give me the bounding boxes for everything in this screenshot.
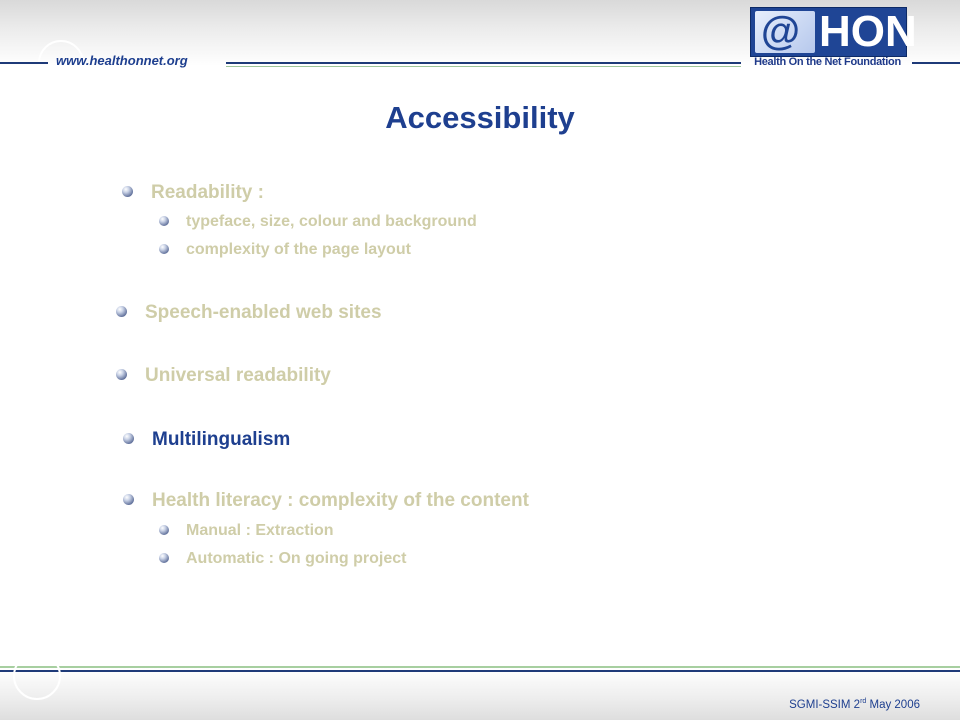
bullet-icon xyxy=(123,494,134,505)
footer-event-date xyxy=(789,698,920,711)
logo-wordmark: HON xyxy=(819,7,917,56)
bullet-icon xyxy=(116,369,127,380)
bullet-multilingualism xyxy=(152,429,290,451)
footer-prefix: SGMI-SSIM 2 xyxy=(789,698,861,711)
bullet-text: Readability : xyxy=(151,182,264,203)
logo-box xyxy=(750,7,917,57)
bullet-icon xyxy=(116,306,127,317)
sub-bullet-text: Manual : Extraction xyxy=(186,522,334,539)
sub-bullet xyxy=(186,213,477,231)
sub-bullet-text: complexity of the page layout xyxy=(186,241,411,258)
footer-band xyxy=(0,668,960,720)
bullet-icon xyxy=(122,186,133,197)
sub-bullet xyxy=(186,550,406,568)
bullet-text: Universal readability xyxy=(145,365,331,386)
sub-bullet xyxy=(186,241,411,259)
bullet-text: Health literacy : complexity of the content xyxy=(152,490,529,511)
sub-bullet-text: Automatic : On going project xyxy=(186,550,407,567)
header-rule xyxy=(912,62,960,64)
footer-superscript: rd xyxy=(860,698,867,705)
sub-bullet-text: typeface, size, colour and background xyxy=(186,213,477,230)
bullet-readability xyxy=(151,182,264,204)
hon-logo xyxy=(750,7,917,70)
logo-at-symbol: @ xyxy=(761,9,801,53)
logo-at-icon xyxy=(755,11,815,53)
bullet-text: Multilingualism xyxy=(152,429,291,450)
bullet-icon xyxy=(123,433,134,444)
slide-title: Accessibility xyxy=(385,100,575,135)
header-rule xyxy=(0,62,48,64)
footer-rule xyxy=(0,670,960,672)
logo-tagline: Health On the Net Foundation xyxy=(754,56,901,68)
sub-bullet-icon xyxy=(159,216,169,226)
footer-suffix: May 2006 xyxy=(866,698,920,711)
bullet-text: Speech-enabled web sites xyxy=(145,302,382,323)
footer-accent-rule xyxy=(0,666,960,668)
bullet-health-literacy xyxy=(152,490,529,512)
header-rule xyxy=(226,62,741,64)
sub-bullet-icon xyxy=(159,553,169,563)
sub-bullet-icon xyxy=(159,525,169,535)
site-url[interactable]: www.healthonnet.org xyxy=(56,53,188,68)
bullet-universal-readability xyxy=(145,365,331,387)
header-accent-rule xyxy=(226,66,741,67)
sub-bullet-icon xyxy=(159,244,169,254)
decorative-circle xyxy=(13,652,61,700)
sub-bullet xyxy=(186,522,334,540)
bullet-speech-enabled xyxy=(145,302,382,324)
